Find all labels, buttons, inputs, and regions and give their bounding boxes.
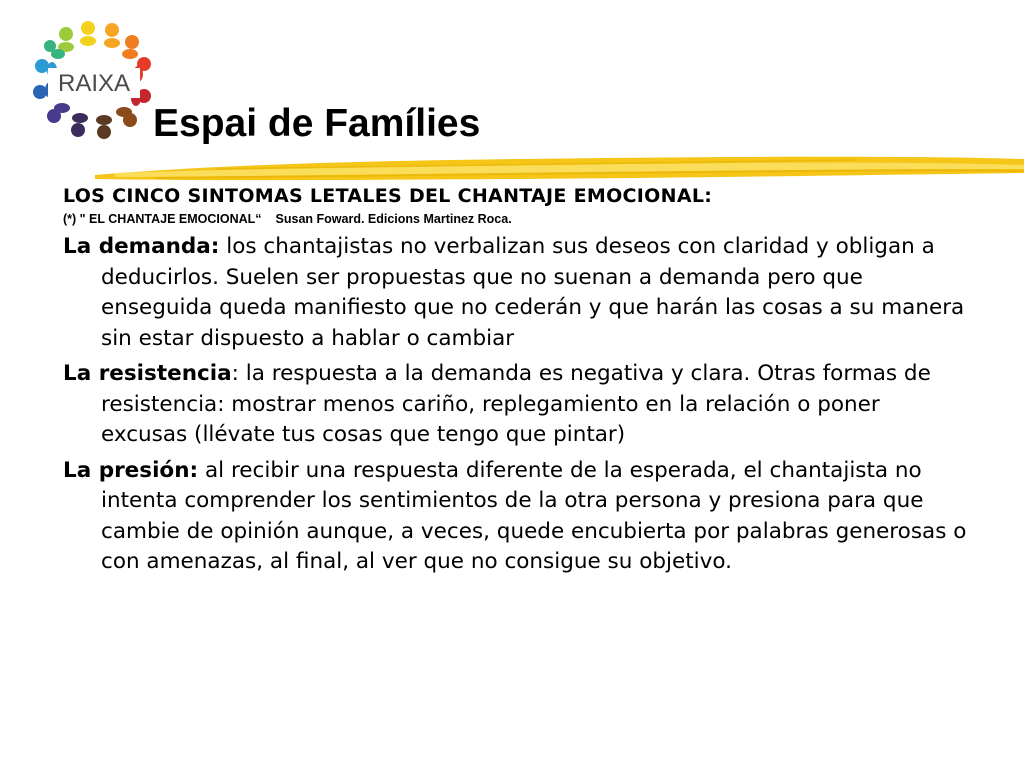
symptom-resistencia xyxy=(63,359,968,451)
symptom-term: La resistencia xyxy=(63,361,232,386)
book-reference xyxy=(63,211,968,227)
raixa-logo xyxy=(26,20,158,148)
slide-content xyxy=(63,183,968,578)
symptom-demanda xyxy=(63,232,968,354)
symptom-text: al recibir una respuesta diferente de la esperada, el chantajista no intenta comprender los sentimientos de la otra persona y presiona para que cambie de opinión aunque, a veces, quede encubierta por palabras generosas o con amenazas, al final, al ver que no consigue su objetivo. xyxy=(101,457,967,574)
yellow-brush-stroke xyxy=(95,145,1024,185)
svg-text:RAIXA: RAIXA xyxy=(57,70,131,97)
symptom-term: La demanda: xyxy=(63,234,220,259)
symptom-text: : la respuesta a la demanda es negativa y clara. Otras formas de resistencia: mostrar menos cariño, replegamiento en la relación o poner excusas (llévate tus cosas que tengo que pintar) xyxy=(101,361,931,447)
page-title: Espai de Famílies xyxy=(153,102,481,145)
people-circle-icon xyxy=(26,20,158,148)
symptom-term: La presión: xyxy=(63,457,199,483)
book-author: Susan Foward. Edicions Martinez Roca. xyxy=(275,212,512,226)
symptom-text: los chantajistas no verbalizan sus deseos con claridad y obligan a deducirlos. Suelen ser propuestas que no suenan a demanda pero que enseguida queda manifiesto que no cederán y que harán las cosas a su manera sin estar dispuesto a hablar o cambiar xyxy=(101,234,965,351)
section-heading: LOS CINCO SINTOMAS LETALES DEL CHANTAJE EMOCIONAL: xyxy=(63,185,713,207)
symptom-presion xyxy=(63,456,968,578)
book-title: (*) " EL CHANTAJE EMOCIONAL“ xyxy=(63,212,262,226)
